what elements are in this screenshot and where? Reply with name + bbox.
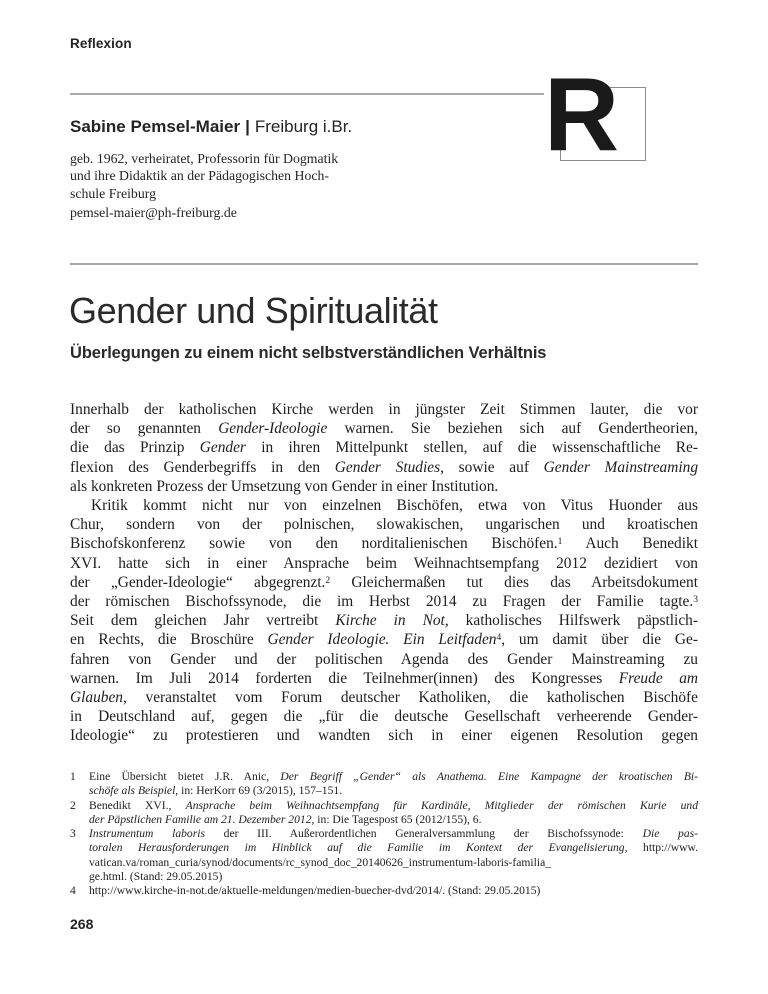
text-line: http://www.kirche-in-not.de/aktuelle-meldungen/medien-buecher-dvd/2014/. (Stand: 29.05.2015): [89, 884, 541, 898]
author-email: pemsel-maier@ph-freiburg.de: [70, 205, 237, 220]
header-rule: [70, 93, 544, 95]
author-bio: [70, 150, 500, 202]
footnote-number: 4: [70, 884, 76, 898]
text-line: vatican.va/roman_curia/synod/documents/rc_synod_doc_20140626_instrumentum-laboris-familia_: [89, 855, 552, 869]
text-line: Ideologie“ zu protestieren und wandten sich in einer eigenen Resolution gegen: [70, 727, 698, 745]
text-line: schöfe als Beispiel, in: HerKorr 69 (3/2015), 157–151.: [89, 784, 343, 798]
text-line: in Deutschland auf, gegen die „für die deutsche Gesellschaft verheerende Gender-: [70, 708, 698, 726]
text-line: Bischofskonferenz sowie von den norditalienischen Bischöfen.$^1$ Auch Benedikt: [70, 535, 698, 553]
article-body: [70, 400, 698, 746]
footnote-text: [89, 827, 698, 884]
footnote-text: [89, 799, 698, 828]
text-line: schule Freiburg: [70, 185, 156, 201]
journal-logo-letter: R: [544, 57, 620, 173]
footnote-text: [89, 770, 698, 799]
author-line: [70, 116, 352, 138]
text-line: fahren von Gender und der politischen Agenda des Gender Mainstreaming zu: [70, 650, 698, 668]
text-line: der römischen Bischofssynode, die im Herbst 2014 zu Fragen der Familie tagte.$^3$: [70, 593, 698, 611]
text-line: der so genannten Gender-Ideologie warnen. Sie beziehen sich auf Gendertheorien,: [70, 420, 698, 438]
article-subtitle: Überlegungen zu einem nicht selbstverständlichen Verhältnis: [70, 344, 547, 362]
footnote-number: 2: [70, 798, 76, 812]
text-line: warnen. Im Juli 2014 forderten die Teilnehmer(innen) des Kongresses Freude am: [70, 669, 698, 687]
text-line: Eine Übersicht bietet J.R. Anic, Der Begriff „Gender“ als Anathema. Eine Kampagne der kroatischen Bi-: [89, 770, 698, 783]
text-line: die das Prinzip Gender in ihren Mittelpunkt stellen, auf die wissenschaftliche Re-: [70, 439, 698, 457]
title-rule: [70, 263, 698, 265]
article-title: Gender und Spiritualität: [69, 290, 438, 331]
text-line: Instrumentum laboris der III. Außerordentlichen Generalversammlung der Bischofssynode: Die pas-: [89, 827, 698, 841]
text-line: ge.html. (Stand: 29.05.2015): [89, 870, 223, 884]
text-line: XVI. hatte sich in einer Ansprache beim Weihnachtsempfang 2012 dezidiert von: [70, 554, 698, 572]
footnote: [70, 799, 698, 828]
footnote-text: [89, 884, 698, 898]
footnote-number: 1: [70, 770, 76, 783]
text-line: Kritik kommt nicht nur von einzelnen Bischöfen, etwa von Vitus Huonder aus: [91, 497, 698, 515]
text-line: Glauben, veranstaltet vom Forum deutscher Katholiken, die katholischen Bischöfe: [70, 689, 698, 707]
text-line: Benedikt XVI., Ansprache beim Weihnachtsempfang für Kardinäle, Mitglieder der römischen Kurie und: [89, 798, 698, 812]
text-line: flexion des Genderbegriffs in den Gender Studies, sowie auf Gender Mainstreaming: [70, 458, 699, 476]
footnote: [70, 827, 698, 884]
author-separator: |: [245, 117, 250, 136]
footnote: [70, 884, 698, 898]
footnotes-section: [70, 770, 698, 899]
section-label: Reflexion: [70, 36, 132, 51]
footnote: [70, 770, 698, 799]
text-line: der „Gender-Ideologie“ abgegrenzt.$^2$ Gleichermaßen tut dies das Arbeitsdokument: [70, 573, 698, 591]
page-number: 268: [70, 916, 94, 932]
author-location: Freiburg i.Br.: [254, 117, 353, 136]
text-line: Seit dem gleichen Jahr vertreibt Kirche in Not, katholisches Hilfswerk päpstlich-: [70, 612, 698, 630]
text-line: und ihre Didaktik an der Pädagogischen Hoch-: [70, 168, 330, 184]
text-line: als konkreten Prozess der Umsetzung von Gender in einer Institution.: [70, 477, 499, 495]
text-line: der Päpstlichen Familie am 21. Dezember 2012, in: Die Tagespost 65 (2012/155), 6.: [89, 812, 482, 826]
text-line: en Rechts, die Broschüre Gender Ideologie. Ein Leitfaden$^4$, um damit über die Ge-: [70, 631, 698, 649]
footnote-number: 3: [70, 827, 76, 841]
text-line: geb. 1962, verheiratet, Professorin für Dogmatik: [70, 151, 339, 166]
text-line: Chur, sondern von der polnischen, slowakischen, ungarischen und kroatischen: [70, 516, 698, 534]
text-line: toralen Herausforderungen im Hinblick auf die Familie im Kontext der Evangelisierung, http://www.: [89, 841, 698, 855]
author-name: Sabine Pemsel-Maier: [70, 117, 241, 136]
text-line: Innerhalb der katholischen Kirche werden in jüngster Zeit Stimmen lauter, die vor: [70, 401, 698, 418]
